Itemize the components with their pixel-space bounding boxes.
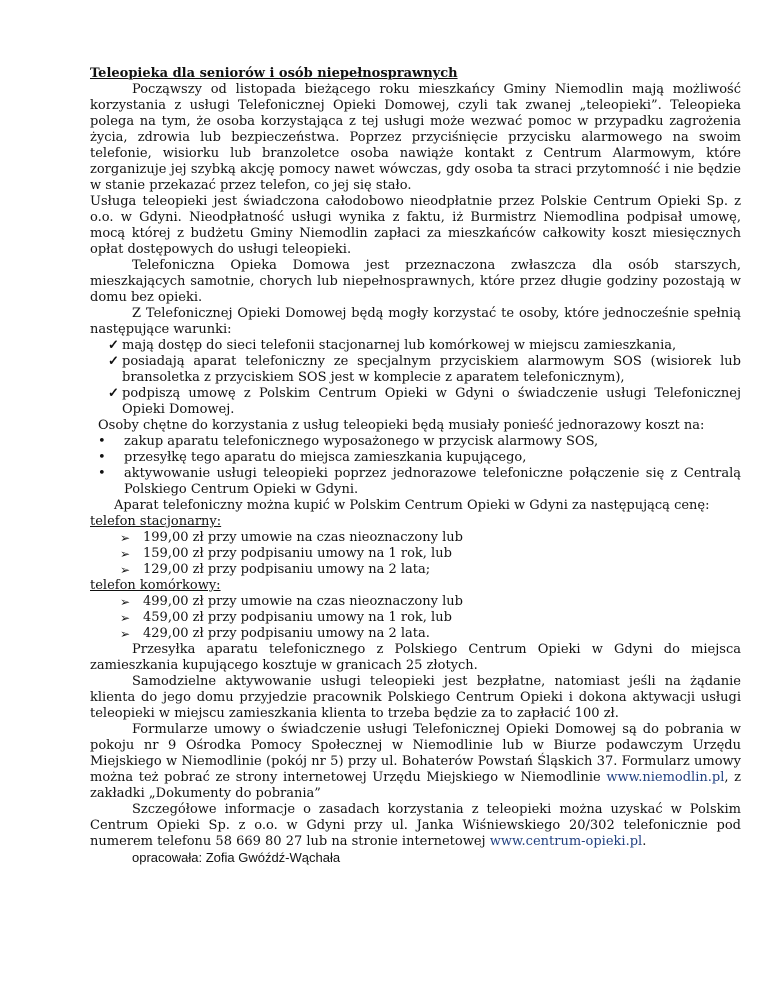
details-paragraph (90, 802, 741, 850)
document-title: Teleopieka dla seniorów i osób niepełnosprawnych (90, 66, 458, 81)
intro-paragraph: Począwszy od listopada bieżącego roku mieszkańcy Gminy Niemodlin mają możliwość korzystania z usługi Telefonicznej Opieki Domowej, czyli tak zwanej „teleopieki”. Teleopieka polega na tym, że osoba korzystająca z tej usługi może wezwać pomoc w przypadku zagrożenia życia, zdrowia lub bezpieczeństwa. Poprzez przyciśnięcie przycisku alarmowego na swoim telefonie, wisiorku lub branzoletce osoba nawiąże kontakt z Centrum Alarmowym, które zorganizuje jej szybką akcję pomocy nawet wówczas, gdy osoba ta straci przytomność i nie będzie w stanie przekazać przez telefon, co jej się stało. (90, 82, 741, 193)
conditions-list (98, 338, 741, 418)
list-item: ➢ 129,00 zł przy podpisaniu umowy na 2 lata; (119, 562, 741, 578)
conditions-intro: Z Telefonicznej Opieki Domowej będą mogły korzystać te osoby, które jednocześnie spełnią następujące warunki: (90, 306, 741, 337)
service-paragraph: Usługa teleopieki jest świadczona całodobowo nieodpłatnie przez Polskie Centrum Opieki Sp. z o.o. w Gdyni. Nieodpłatność usługi wynika z faktu, iż Burmistrz Niemodlina podpisał umowę, mocą której z budżetu Gminy Niemodlin zapłaci za mieszkańców całkowity koszt miesięcznych opłat dostępowych do usługi teleopieki. (90, 194, 741, 257)
list-item: • przesyłkę tego aparatu do miejsca zamieszkania kupującego, (100, 450, 741, 466)
landline-label: telefon stacjonarny: (90, 514, 222, 529)
forms-text-end: , z zakładki „Dokumenty do pobrania” (90, 770, 741, 801)
centrum-opieki-link[interactable]: www.centrum-opieki.pl (489, 834, 643, 849)
list-item: ➢ 159,00 zł przy podpisaniu umowy na 1 rok, lub (119, 546, 741, 562)
shipping-paragraph: Przesyłka aparatu telefonicznego z Polskiego Centrum Opieki w Gdyni do miejsca zamieszkania kupującego kosztuje w granicach 25 złotych. (90, 642, 741, 673)
niemodlin-link[interactable]: www.niemodlin.pl (606, 770, 725, 785)
author-signature: opracowała: Zofia Gwóźdź-Wąchała (132, 850, 341, 865)
landline-price-list (119, 530, 741, 578)
mobile-price-list (119, 594, 741, 642)
costs-intro: Osoby chętne do korzystania z usług teleopieki będą musiały ponieść jednorazowy koszt na: (98, 418, 705, 433)
forms-paragraph (90, 722, 741, 802)
details-text: Szczegółowe informacje o zasadach korzystania z teleopieki można uzyskać w Polskim Centrum Opieki Sp. z o.o. w Gdyni przy ul. Janka Wiśniewskiego 20/302 telefonicznie pod numerem telefonu 58 669 80 27 lub na stronie internetowej (90, 802, 741, 849)
mobile-label: telefon komórkowy: (90, 578, 221, 593)
document-page (90, 66, 741, 866)
activation-paragraph: Samodzielne aktywowanie usługi teleopieki jest bezpłatne, natomiast jeśli na żądanie klienta do jego domu przyjedzie pracownik Polskiego Centrum Opieki i dokona aktywacji usługi teleopieki w miejscu zamieszkania klienta to trzeba będzie za to zapłacić 100 zł. (90, 674, 741, 721)
list-item: ➢ 499,00 zł przy umowie na czas nieoznaczony lub (119, 594, 741, 610)
target-group-paragraph: Telefoniczna Opieka Domowa jest przeznaczona zwłaszcza dla osób starszych, mieszkających samotnie, chorych lub niepełnosprawnych, które przez długie godziny pozostają w domu bez opieki. (90, 258, 741, 305)
price-intro: Aparat telefoniczny można kupić w Polskim Centrum Opieki w Gdyni za następującą cenę: (114, 498, 710, 513)
list-item: ➢ 199,00 zł przy umowie na czas nieoznaczony lub (119, 530, 741, 546)
list-item: ✓ podpiszą umowę z Polskim Centrum Opieki w Gdyni o świadczenie usługi Telefonicznej Opieki Domowej. (98, 386, 741, 418)
list-item: ➢ 459,00 zł przy podpisaniu umowy na 1 rok, lub (119, 610, 741, 626)
list-item: • aktywowanie usługi teleopieki poprzez jednorazowe telefoniczne połączenie się z Centralą Polskiego Centrum Opieki w Gdyni. (100, 466, 741, 498)
costs-list (100, 434, 741, 498)
list-item: • zakup aparatu telefonicznego wyposażonego w przycisk alarmowy SOS, (100, 434, 741, 450)
details-text-end: . (642, 834, 647, 849)
list-item: ✓ posiadają aparat telefoniczny ze specjalnym przyciskiem alarmowym SOS (wisiorek lub bransoletka z przyciskiem SOS jest w komplecie z aparatem telefonicznym), (98, 354, 741, 386)
list-item: ➢ 429,00 zł przy podpisaniu umowy na 2 lata. (119, 626, 741, 642)
list-item: ✓ mają dostęp do sieci telefonii stacjonarnej lub komórkowej w miejscu zamieszkania, (98, 338, 741, 354)
forms-text: Formularze umowy o świadczenie usługi Telefonicznej Opieki Domowej są do pobrania w pokoju nr 9 Ośrodka Pomocy Społecznej w Niemodlinie lub w Biurze podawczym Urzędu Miejskiego w Niemodlinie (pokój nr 5) przy ul. Bohaterów Powstań Śląskich 37. Formularz umowy można też pobrać ze strony internetowej Urzędu Miejskiego w Niemodlinie (90, 722, 741, 785)
